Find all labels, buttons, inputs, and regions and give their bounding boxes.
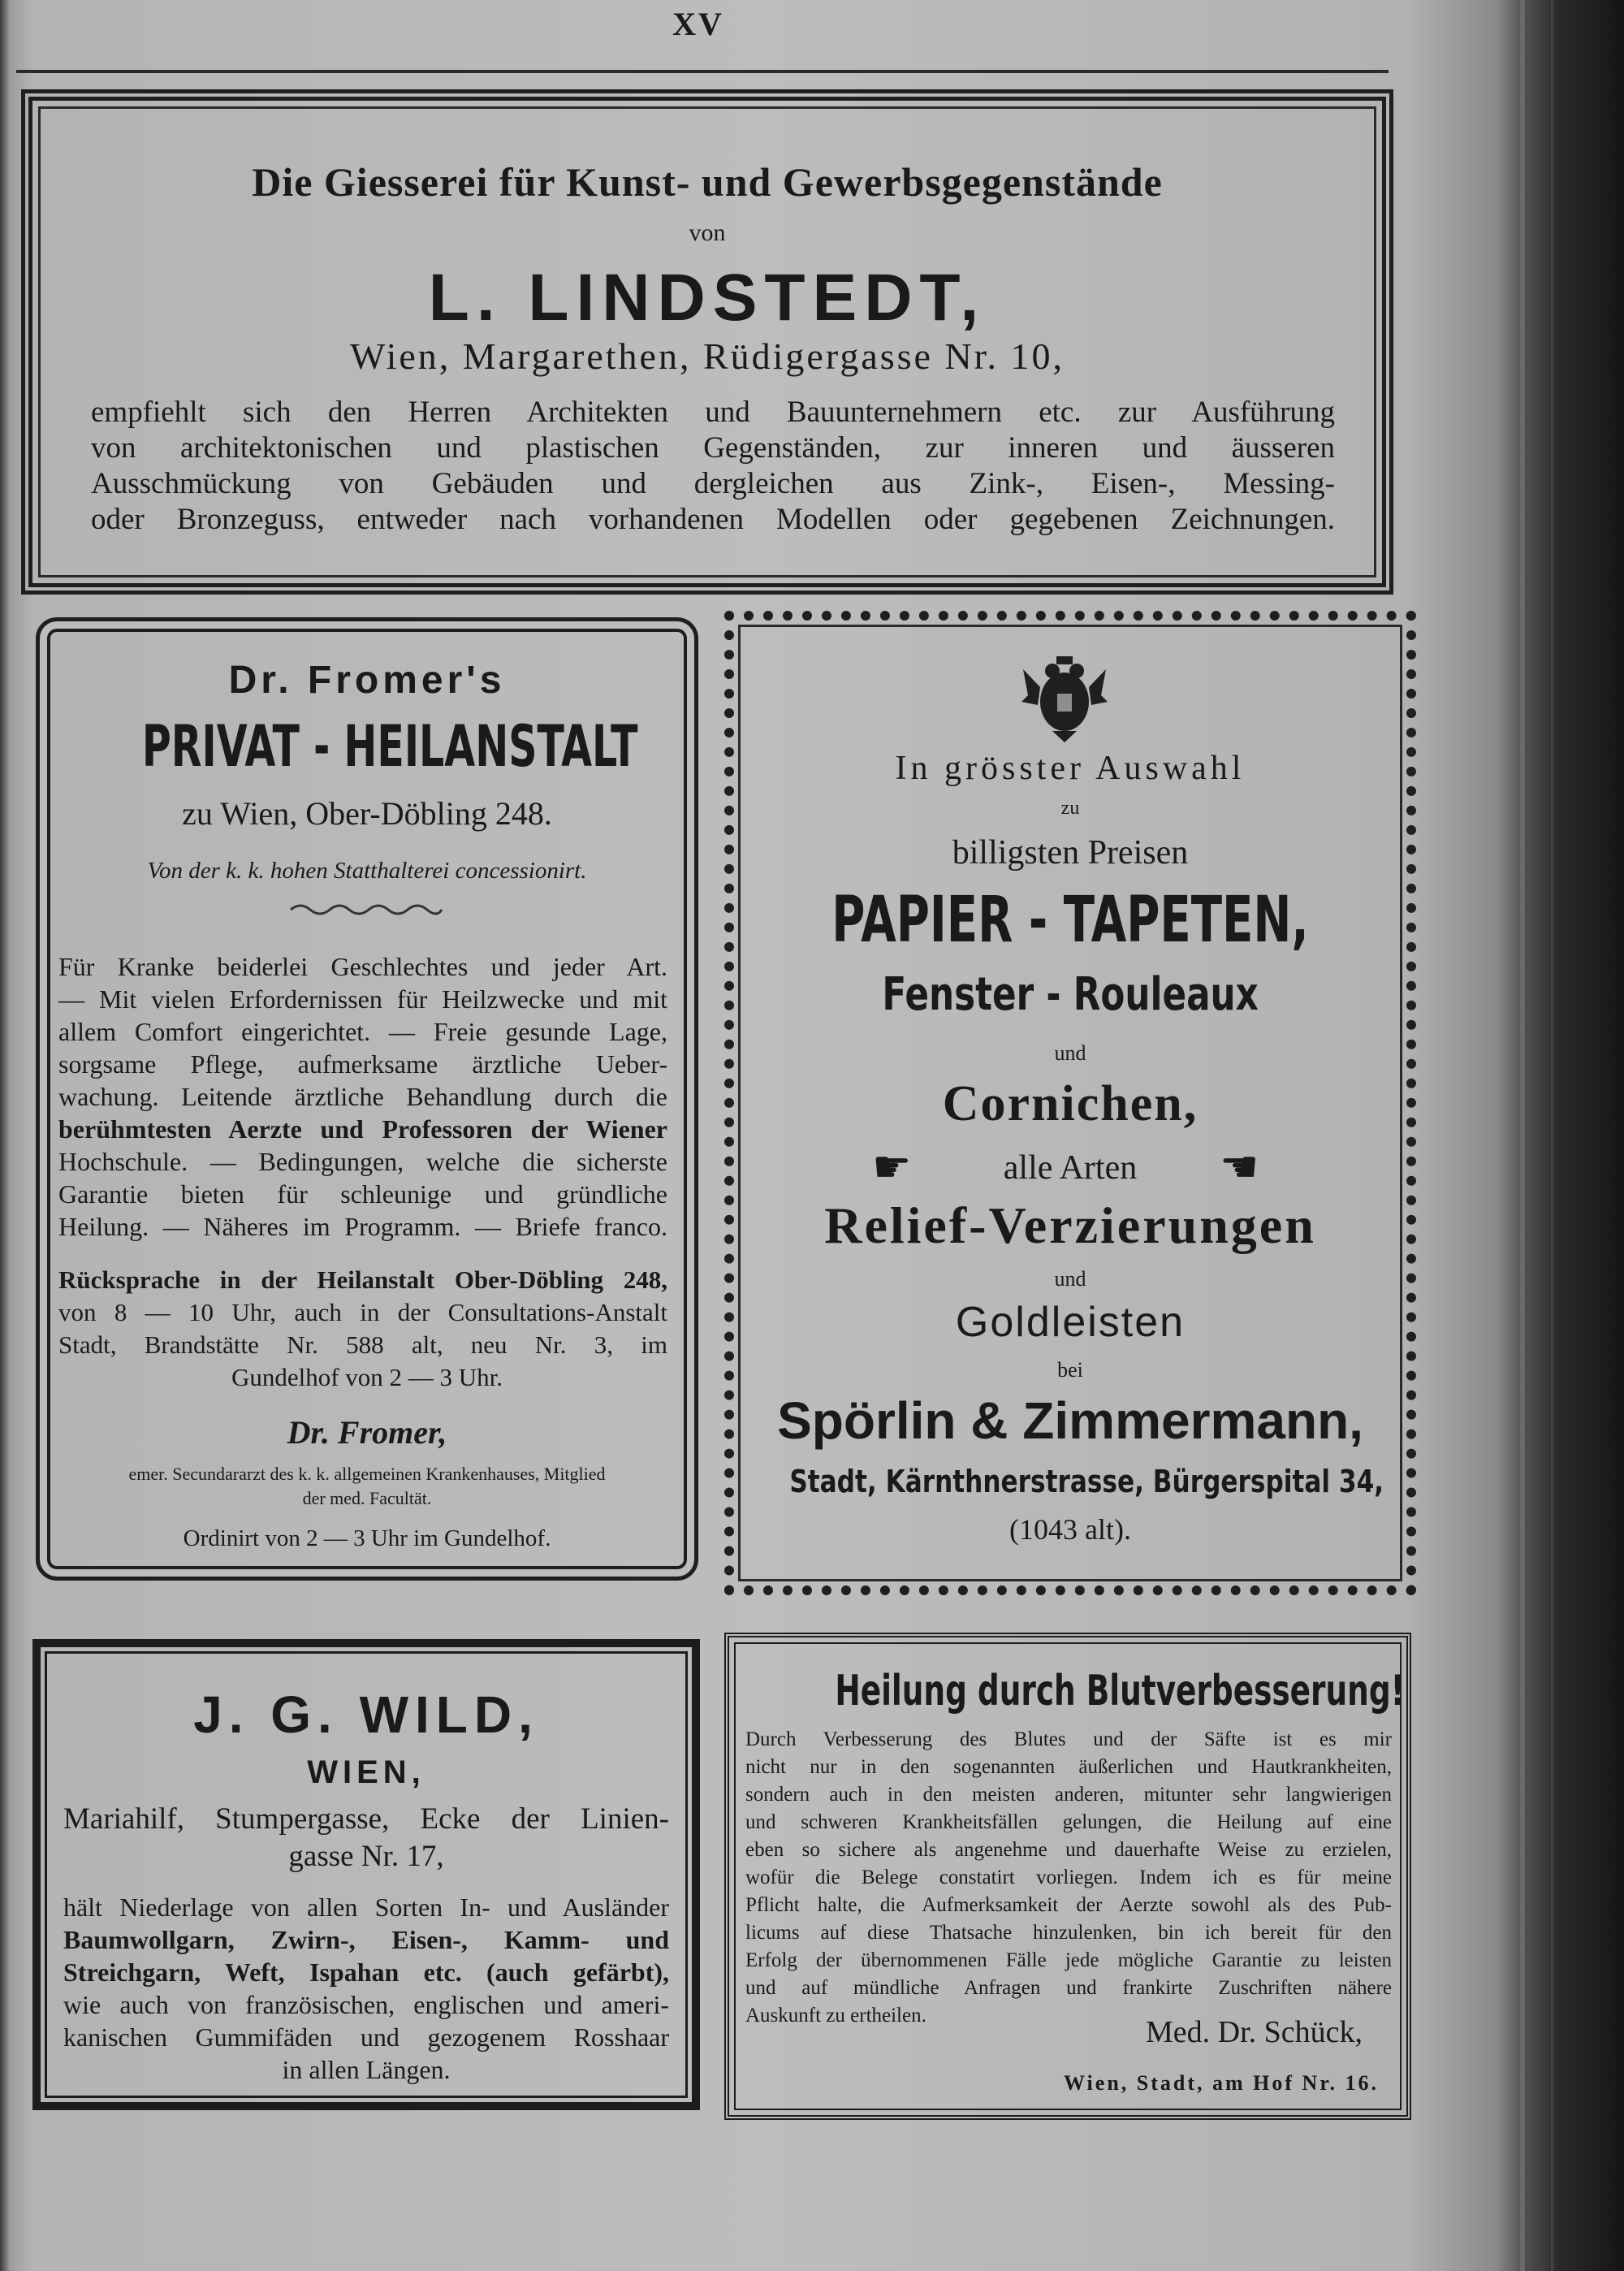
fromer-body-line-1: Für Kranke beiderlei Geschlechtes und jeder Art. [58, 952, 667, 981]
schueck-body-line-1: Durch Verbesserung des Blutes und der Säfte ist es mir [745, 1728, 1392, 1750]
schueck-address: Wien, Stadt, am Hof Nr. 16. [1064, 2071, 1379, 2095]
fromer-hours: Ordinirt von 2 — 3 Uhr im Gundelhof. [183, 1525, 551, 1551]
fromer-body-line-4: sorgsame Pflege, aufmerksame ärztliche Ueber- [58, 1049, 667, 1079]
fromer-name: Dr. Fromer's [228, 659, 506, 702]
page-number: XV [672, 6, 724, 42]
tapeten-line-10: und [1054, 1267, 1086, 1291]
schueck-body-line-6: wofür die Belege constatirt vorliegen. Indem ich es für meine [745, 1867, 1392, 1888]
schueck-signature: Med. Dr. Schück, [1145, 2015, 1363, 2049]
lindstedt-heading: Die Giesserei für Kunst- und Gewerbsgegenstände [252, 159, 1163, 205]
tapeten-line-2: zu [1060, 798, 1080, 819]
schueck-body-line-2: nicht nur in den sogenannten äußerlichen und Hautkrankheiten, [745, 1756, 1392, 1778]
fromer-concession: Von der k. k. hohen Statthalterei concessionirt. [147, 858, 587, 884]
ad-tapeten-content [724, 611, 1416, 1595]
schueck-body-line-7: Pflicht halte, die Aufmerksamkeit der Aerzte sowohl als des Pub- [745, 1894, 1392, 1916]
tapeten-line-11: Goldleisten [955, 1299, 1186, 1346]
wild-address-line-1: Mariahilf, Stumpergasse, Ecke der Linien- [63, 1802, 669, 1836]
lindstedt-body-line-2: von architektonischen und plastischen Gegenständen, zur inneren und äusseren [91, 431, 1335, 465]
tapeten-line-13: Spörlin & Zimmermann, [777, 1391, 1363, 1450]
fromer-body-line-2: — Mit vielen Erfordernissen für Heilzwecke und mit [58, 984, 667, 1014]
fromer-consult-line-4: Gundelhof von 2 — 3 Uhr. [231, 1363, 503, 1391]
top-rule [16, 70, 1389, 73]
schueck-body-line-5: eben so sichere als angenehme und dauerhafte Weise zu erzielen, [745, 1839, 1392, 1861]
fromer-consult-line-3: Stadt, Brandstätte Nr. 588 alt, neu Nr. 3, im [58, 1330, 667, 1359]
tapeten-line-3: billigsten Preisen [952, 834, 1189, 872]
scan-edge-line [1520, 0, 1525, 2271]
fromer-consult-line-2: von 8 — 10 Uhr, auch in der Consultations-Anstalt [58, 1298, 667, 1326]
ad-wild-content [32, 1639, 700, 2110]
tapeten-line-5: Fenster - Rouleaux [882, 968, 1259, 1021]
fromer-body-line-5: wachung. Leitende ärztliche Behandlung durch die [58, 1082, 667, 1111]
wild-body-line-6: in allen Längen. [282, 2055, 451, 2084]
ad-lindstedt-content [21, 89, 1393, 595]
tapeten-line-9: Relief-Verzierungen [824, 1196, 1316, 1254]
tapeten-line-14-wrap [724, 1464, 1416, 1499]
fromer-body-line-3: allem Comfort eingerichtet. — Freie gesunde Lage, [58, 1017, 667, 1046]
fromer-title: PRIVAT - HEILANSTALT [141, 713, 638, 780]
schueck-body-line-10: und auf mündliche Anfragen und frankirte Zuschriften nähere [745, 1977, 1392, 1999]
fromer-credentials-line-2: der med. Facultät. [302, 1488, 432, 1508]
tapeten-line-14: Stadt, Kärnthnerstrasse, Bürgerspital 34, [789, 1464, 1384, 1499]
tapeten-line-8: alle Arten [1003, 1149, 1138, 1187]
schueck-title: Heilung durch Blutverbesserung! [835, 1667, 1405, 1715]
lindstedt-body-line-1: empfiehlt sich den Herren Architekten und Bauunternehmern etc. zur Ausführung [91, 396, 1335, 429]
wild-body-line-3: Streichgarn, Weft, Ispahan etc. (auch gefärbt), [63, 1957, 669, 1987]
ad-fromer-content [36, 617, 698, 1581]
wild-address-line-2: gasse Nr. 17, [288, 1840, 444, 1873]
tapeten-line-1: In grösster Auswahl [895, 750, 1246, 787]
tapeten-line-7: Cornichen, [942, 1076, 1199, 1131]
wild-city: WIEN, [307, 1754, 425, 1790]
wild-body-line-5: kanischen Gummifäden und gezogenem Rosshaar [63, 2022, 669, 2052]
tapeten-line-4-wrap [724, 884, 1416, 957]
lindstedt-body-line-4: oder Bronzeguss, entweder nach vorhandenen Modellen oder gegebenen Zeichnungen. [91, 503, 1335, 536]
wild-body-line-1: hält Niederlage von allen Sorten In- und Ausländer [63, 1892, 669, 1922]
fromer-signature: Dr. Fromer, [287, 1414, 447, 1451]
tapeten-line-5-wrap [724, 968, 1416, 1021]
tapeten-line-6: und [1054, 1041, 1086, 1065]
double-eagle-emblem-icon [1020, 655, 1109, 744]
schueck-title-wrap [724, 1667, 1411, 1715]
fromer-title-wrap [36, 713, 698, 780]
scan-edge [1527, 0, 1624, 2271]
ad-schueck-content [724, 1633, 1411, 2120]
schueck-body-line-9: Erfolg der übernommenen Fälle jede mögliche Garantie zu leisten [745, 1949, 1392, 1971]
scan-edge-line-2 [1551, 0, 1553, 2271]
tapeten-line-12: bei [1057, 1358, 1083, 1382]
fromer-credentials-line-1: emer. Secundararzt des k. k. allgemeinen Krankenhauses, Mitglied [128, 1464, 606, 1484]
lindstedt-von: von [689, 219, 726, 246]
tapeten-line-4: PAPIER - TAPETEN, [831, 884, 1309, 957]
fromer-body-line-8: Garantie bieten für schleunige und gründliche [58, 1179, 667, 1209]
lindstedt-address: Wien, Margarethen, Rüdigergasse Nr. 10, [350, 335, 1065, 377]
wild-name: J. G. WILD, [193, 1685, 539, 1744]
lindstedt-name: L. LINDSTEDT, [428, 261, 987, 335]
tapeten-line-15: (1043 alt). [1009, 1513, 1131, 1546]
fromer-body-line-7: Hochschule. — Bedingungen, welche die sicherste [58, 1147, 667, 1176]
schueck-body-line-4: und schweren Krankheitsfällen gelungen, die Heilung auf eine [745, 1811, 1392, 1833]
pointing-hand-right-icon: ☛ [872, 1143, 912, 1192]
fromer-body-line-6: berühmtesten Aerzte und Professoren der Wiener [58, 1114, 667, 1144]
fromer-location: zu Wien, Ober-Döbling 248. [182, 795, 552, 832]
decorative-flourish [289, 902, 443, 918]
pointing-hand-left-icon: ☚ [1220, 1143, 1259, 1192]
schueck-body-line-8: licums auf diese Thatsache hinzulenken, bin ich bereit für den [745, 1922, 1392, 1944]
fromer-consult-line-1: Rücksprache in der Heilanstalt Ober-Döbling 248, [58, 1265, 667, 1294]
lindstedt-body-line-3: Ausschmückung von Gebäuden und dergleichen aus Zink-, Eisen-, Messing- [91, 467, 1335, 500]
wild-body-line-2: Baumwollgarn, Zwirn-, Eisen-, Kamm- und [63, 1925, 669, 1954]
schueck-body-line-11: Auskunft zu ertheilen. [745, 2005, 926, 2027]
fromer-body-line-9: Heilung. — Näheres im Programm. — Briefe franco. [58, 1212, 667, 1241]
schueck-body-line-3: sondern auch in den meisten anderen, mitunter sehr langwierigen [745, 1784, 1392, 1806]
wild-body-line-4: wie auch von französischen, englischen und ameri- [63, 1990, 669, 2019]
